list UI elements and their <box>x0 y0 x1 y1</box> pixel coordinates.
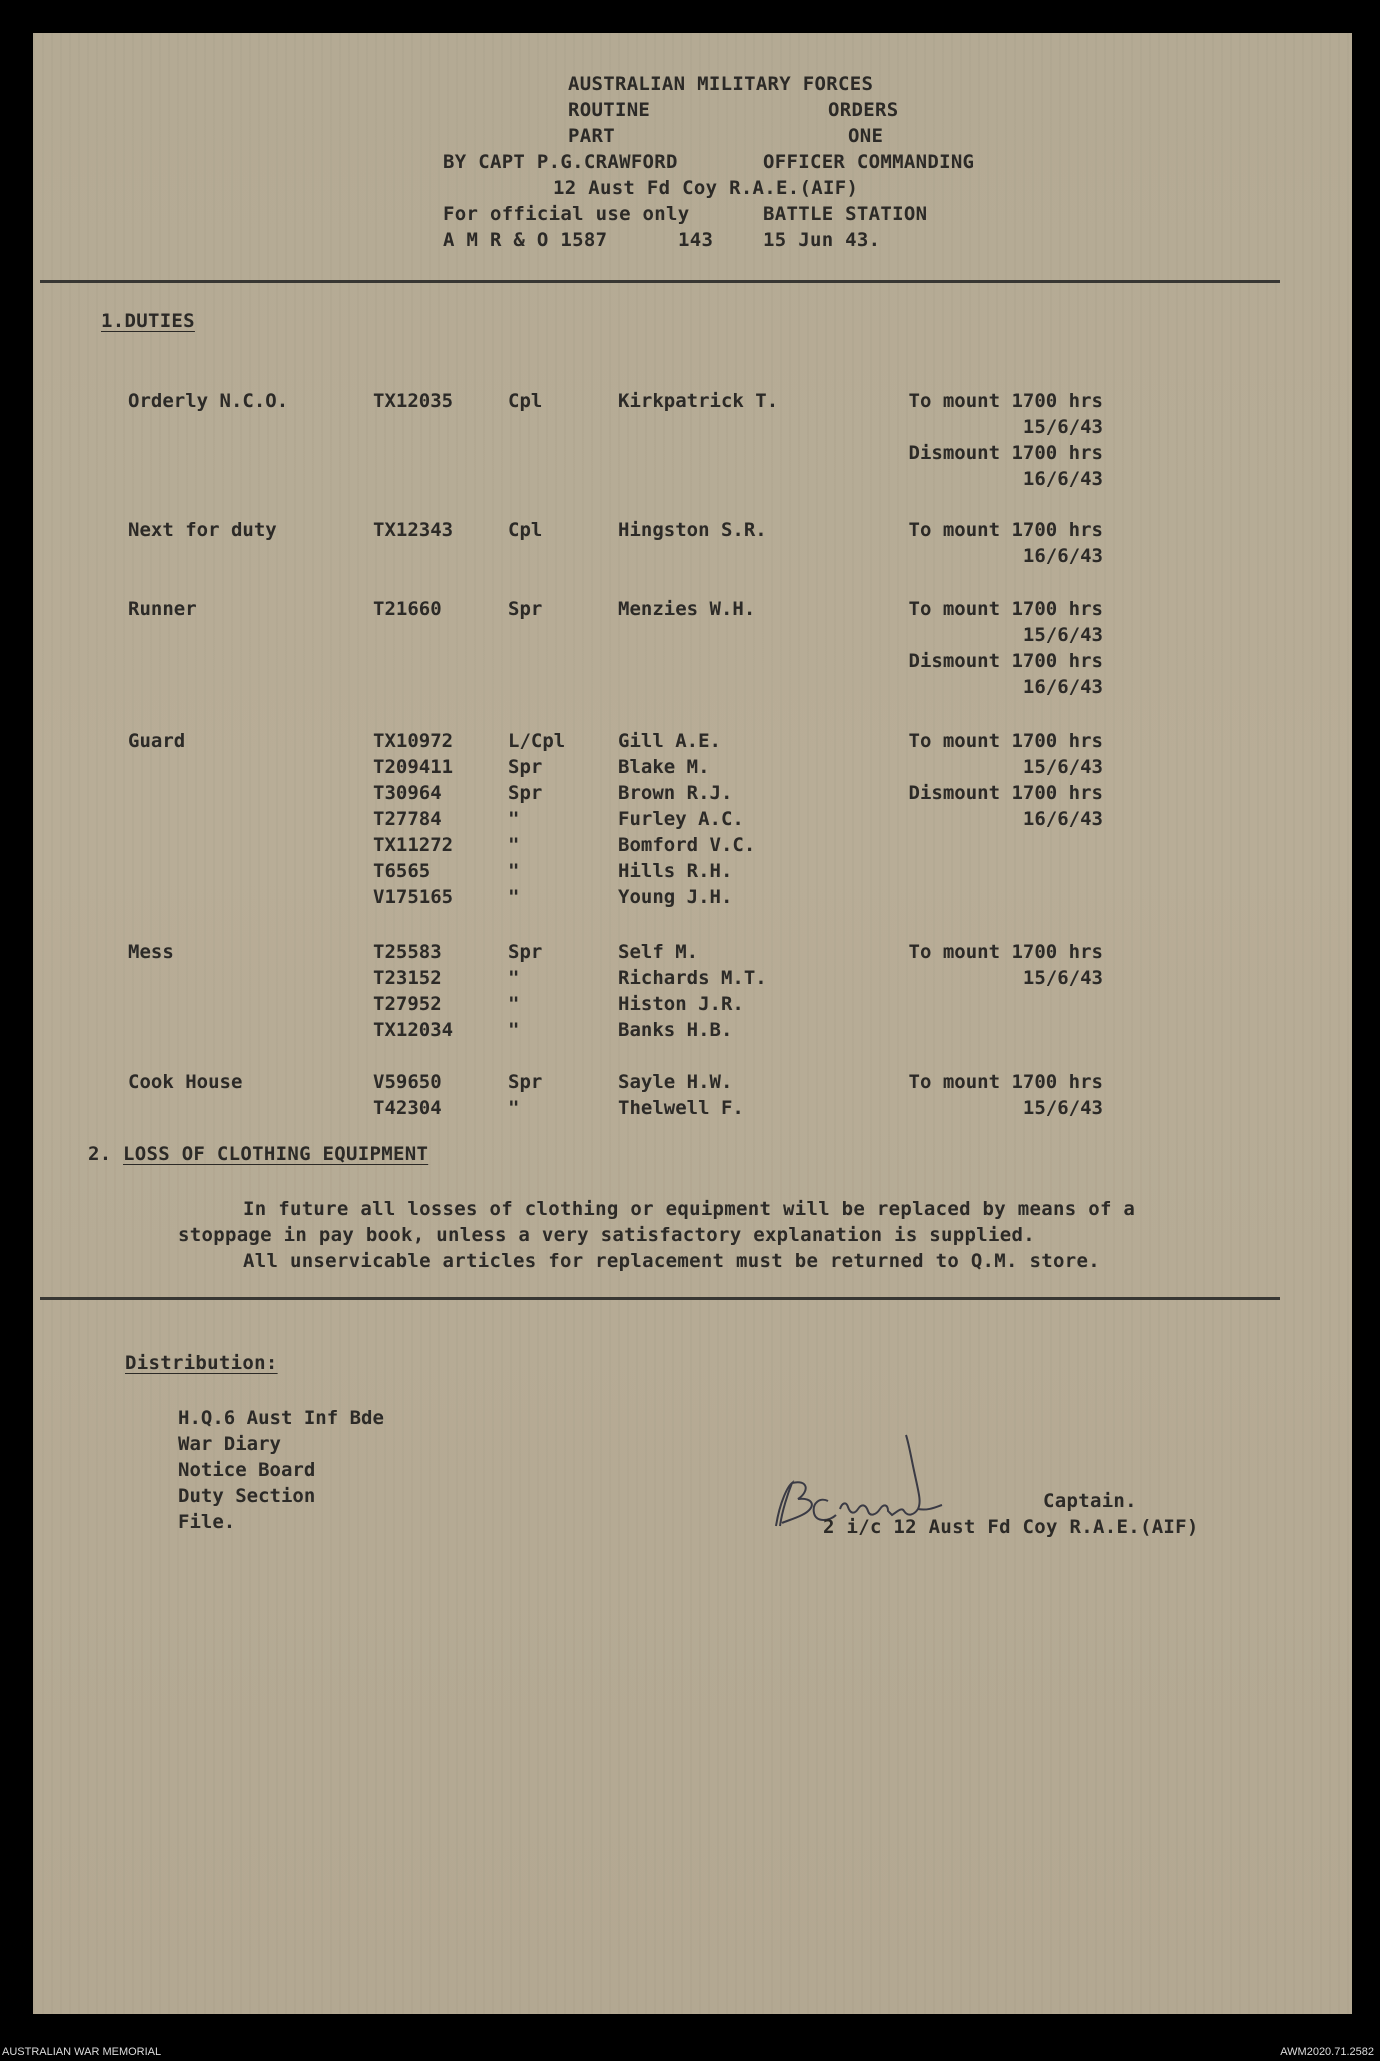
duty-name <box>128 939 174 965</box>
service-number-column <box>373 939 453 1043</box>
duty-time-column <box>833 596 1103 700</box>
duty-name <box>128 596 197 622</box>
rank: " <box>508 993 520 1015</box>
duty-time: 15/6/43 <box>1022 756 1103 778</box>
section2-paragraph-line-1: In future all losses of clothing or equipment will be replaced by means of a <box>243 1198 1136 1220</box>
duty-time: To mount 1700 hrs <box>908 1071 1103 1093</box>
duty-label: Cook House <box>128 1071 243 1093</box>
duty-time: Dismount 1700 hrs <box>908 782 1103 804</box>
service-number: T209411 <box>373 756 454 778</box>
member-name: Banks H.B. <box>618 1019 733 1041</box>
duty-time: 16/6/43 <box>1022 468 1103 490</box>
distribution-list <box>178 1405 384 1535</box>
header-order-number: 143 <box>678 229 714 251</box>
duty-name <box>128 388 288 414</box>
service-number: TX12343 <box>373 519 454 541</box>
bottom-divider <box>40 1297 1280 1300</box>
member-name-column <box>618 1069 744 1121</box>
distribution-item: Duty Section <box>178 1485 316 1507</box>
rank: Spr <box>508 782 543 804</box>
member-name: Bomford V.C. <box>618 834 756 856</box>
header-orders: ORDERS <box>828 99 899 121</box>
member-name: Gill A.E. <box>618 730 721 752</box>
service-number: T6565 <box>373 860 431 882</box>
service-number: TX12034 <box>373 1019 454 1041</box>
duty-time: Dismount 1700 hrs <box>908 442 1103 464</box>
member-name-column <box>618 728 755 910</box>
rank: " <box>508 808 520 830</box>
duty-time: 16/6/43 <box>1022 676 1103 698</box>
member-name: Menzies W.H. <box>618 598 756 620</box>
member-name-column <box>618 517 767 543</box>
duty-time: Dismount 1700 hrs <box>908 650 1103 672</box>
rank: Cpl <box>508 390 543 412</box>
service-number-column <box>373 728 453 910</box>
rank: Spr <box>508 1071 543 1093</box>
header-battle-station: BATTLE STATION <box>763 203 928 225</box>
service-number: T25583 <box>373 941 442 963</box>
distribution-heading: Distribution: <box>125 1352 278 1374</box>
member-name: Blake M. <box>618 756 710 778</box>
rank: Cpl <box>508 519 543 541</box>
duty-time: To mount 1700 hrs <box>908 598 1103 620</box>
header-officer-commanding: OFFICER COMMANDING <box>763 151 975 173</box>
member-name-column <box>618 596 755 622</box>
header-official-use: For official use only <box>443 203 690 225</box>
service-number: T27784 <box>373 808 442 830</box>
service-number: V175165 <box>373 886 454 908</box>
rank: " <box>508 967 520 989</box>
service-number: T23152 <box>373 967 442 989</box>
header-line-1: AUSTRALIAN MILITARY FORCES <box>568 73 874 95</box>
rank-column <box>508 1069 542 1121</box>
duty-time: 15/6/43 <box>1022 1097 1103 1119</box>
duty-time: To mount 1700 hrs <box>908 519 1103 541</box>
rank-column <box>508 388 542 414</box>
duty-time: 15/6/43 <box>1022 624 1103 646</box>
member-name: Histon J.R. <box>618 993 744 1015</box>
duty-label: Guard <box>128 730 186 752</box>
section2-heading: LOSS OF CLOTHING EQUIPMENT <box>123 1143 429 1165</box>
duty-time: 15/6/43 <box>1022 967 1103 989</box>
member-name: Self M. <box>618 941 699 963</box>
document-page <box>33 33 1352 2014</box>
duty-time: To mount 1700 hrs <box>908 730 1103 752</box>
header-unit: 12 Aust Fd Coy R.A.E.(AIF) <box>553 177 859 199</box>
rank-column <box>508 517 542 543</box>
signature-unit: 2 i/c 12 Aust Fd Coy R.A.E.(AIF) <box>823 1516 1199 1538</box>
footer-archive-name: AUSTRALIAN WAR MEMORIAL <box>2 2046 162 2058</box>
service-number: TX10972 <box>373 730 454 752</box>
duty-time: 15/6/43 <box>1022 416 1103 438</box>
distribution-item: Notice Board <box>178 1459 316 1481</box>
duty-time-column <box>833 728 1103 832</box>
rank: " <box>508 834 520 856</box>
duty-label: Mess <box>128 941 174 963</box>
duty-time: To mount 1700 hrs <box>908 390 1103 412</box>
section2-paragraph-line-3: All unservicable articles for replacement must be returned to Q.M. store. <box>243 1250 1100 1272</box>
duty-time-column <box>833 517 1103 569</box>
member-name: Young J.H. <box>618 886 733 908</box>
duty-time: To mount 1700 hrs <box>908 941 1103 963</box>
service-number-column <box>373 388 453 414</box>
duty-name <box>128 728 185 754</box>
duty-time-column <box>833 388 1103 492</box>
header-amr-number: A M R & O 1587 <box>443 229 608 251</box>
service-number: T30964 <box>373 782 442 804</box>
duty-time: 16/6/43 <box>1022 808 1103 830</box>
member-name: Hills R.H. <box>618 860 733 882</box>
duties-heading: 1.DUTIES <box>101 310 195 332</box>
duty-time: 16/6/43 <box>1022 545 1103 567</box>
member-name-column <box>618 388 778 414</box>
rank-column <box>508 939 542 1043</box>
top-divider <box>40 280 1280 283</box>
rank-column <box>508 728 565 910</box>
header-date: 15 Jun 43. <box>763 229 881 251</box>
member-name: Hingston S.R. <box>618 519 767 541</box>
member-name: Sayle H.W. <box>618 1071 733 1093</box>
header-part: PART <box>568 125 615 147</box>
member-name-column <box>618 939 767 1043</box>
rank: Spr <box>508 941 543 963</box>
duty-label: Next for duty <box>128 519 277 541</box>
rank: L/Cpl <box>508 730 566 752</box>
service-number-column <box>373 517 453 543</box>
service-number: T21660 <box>373 598 442 620</box>
member-name: Thelwell F. <box>618 1097 744 1119</box>
member-name: Kirkpatrick T. <box>618 390 779 412</box>
rank-column <box>508 596 542 622</box>
service-number: V59650 <box>373 1071 442 1093</box>
footer-archive-id: AWM2020.71.2582 <box>1280 2046 1374 2058</box>
member-name: Furley A.C. <box>618 808 744 830</box>
service-number-column <box>373 1069 442 1121</box>
rank: " <box>508 886 520 908</box>
header-by-capt: BY CAPT P.G.CRAWFORD <box>443 151 678 173</box>
distribution-item: H.Q.6 Aust Inf Bde <box>178 1407 384 1429</box>
duty-label: Orderly N.C.O. <box>128 390 289 412</box>
section2-number: 2. <box>88 1143 112 1165</box>
service-number: TX12035 <box>373 390 454 412</box>
member-name: Brown R.J. <box>618 782 733 804</box>
duty-name <box>128 1069 242 1095</box>
rank: " <box>508 1097 520 1119</box>
service-number: TX11272 <box>373 834 454 856</box>
duty-time-column <box>833 939 1103 991</box>
service-number: T42304 <box>373 1097 442 1119</box>
duty-name <box>128 517 277 543</box>
header-one: ONE <box>848 125 884 147</box>
distribution-item: War Diary <box>178 1433 281 1455</box>
section2-paragraph-line-2: stoppage in pay book, unless a very satisfactory explanation is supplied. <box>178 1224 1035 1246</box>
distribution-item: File. <box>178 1511 236 1533</box>
rank: Spr <box>508 598 543 620</box>
rank: Spr <box>508 756 543 778</box>
rank: " <box>508 1019 520 1041</box>
member-name: Richards M.T. <box>618 967 767 989</box>
duty-time-column <box>833 1069 1103 1121</box>
signature-title: Captain. <box>1043 1490 1137 1512</box>
duty-label: Runner <box>128 598 197 620</box>
service-number: T27952 <box>373 993 442 1015</box>
rank: " <box>508 860 520 882</box>
header-routine: ROUTINE <box>568 99 651 121</box>
service-number-column <box>373 596 442 622</box>
